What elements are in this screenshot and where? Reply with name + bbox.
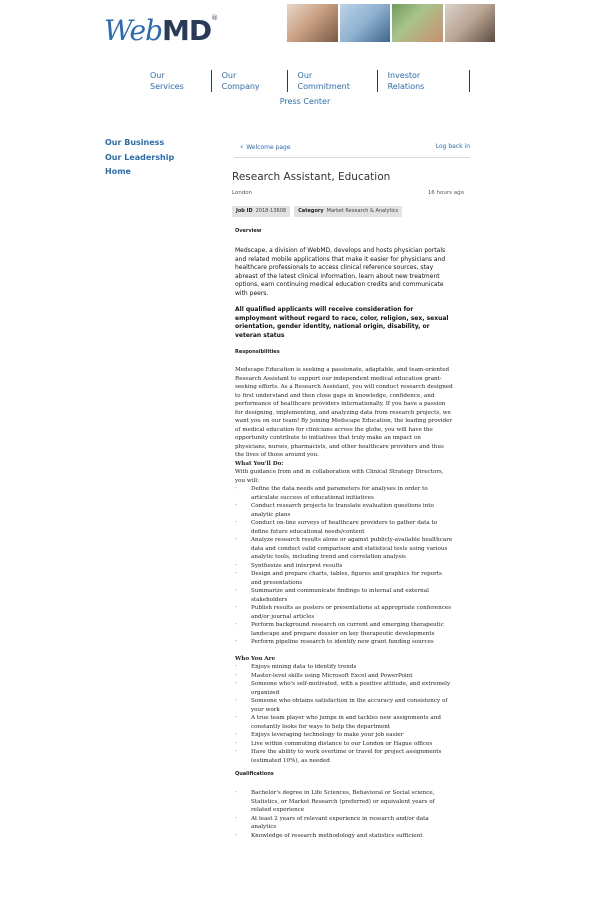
bullet-icon: · [235, 740, 237, 747]
bullet-icon: · [235, 520, 237, 526]
who-you-are-item [235, 748, 453, 765]
what-you-do-item [235, 536, 453, 562]
job-panel-toolbar [234, 140, 470, 158]
header-photo-strip [287, 4, 495, 42]
nav-our-company[interactable]: Our Company [212, 70, 288, 92]
category-value: Market Research & Analytics [326, 208, 399, 214]
sidenav-home[interactable]: Home [105, 167, 131, 176]
who-you-are-item-text: Enjoys mining data to identify trends [251, 664, 357, 670]
what-you-do-item [235, 570, 453, 587]
people-with-laptop-photo [445, 4, 496, 42]
who-you-are-item [235, 714, 453, 731]
what-you-do-list [235, 485, 453, 647]
bullet-icon: · [235, 503, 237, 509]
who-you-are-item-text: Someone who obtains satisfaction in the accuracy and consistency of your work [251, 698, 448, 713]
who-you-are-item [235, 731, 453, 740]
who-you-are-item [235, 663, 453, 672]
doctor-reviewing-xray-photo [340, 4, 391, 42]
what-you-do-item [235, 587, 453, 604]
who-you-are-item [235, 680, 453, 697]
who-you-are-item [235, 697, 453, 714]
job-id-value: 2018-13608 [255, 208, 287, 214]
what-you-do-item-text: Perform background research on current and emerging therapeutic landscape and prepare dossier on key therapeutic developments [251, 622, 444, 637]
who-you-are-list [235, 663, 453, 765]
qualification-item-text: At least 2 years of relevant experience in research and/or data analytics [251, 815, 429, 830]
what-you-do-item-text: Summarize and communicate findings to internal and external stakeholders [251, 588, 429, 603]
qualification-item [235, 789, 453, 815]
job-title: Research Assistant, Education [232, 171, 391, 183]
who-you-are-item-text: Have the ability to work overtime or travel for project assignments (estimated 10%), as needed [251, 749, 442, 764]
what-you-do-item [235, 604, 453, 621]
job-id-label: Job ID [236, 208, 253, 214]
doctor-with-patient-photo [287, 4, 338, 42]
nav-our-commitment[interactable]: Our Commitment [288, 70, 378, 92]
sidenav-our-leadership[interactable]: Our Leadership [105, 152, 175, 162]
qualifications-list [235, 789, 453, 840]
what-you-do-item [235, 502, 453, 519]
eeo-statement: All qualified applicants will receive consideration for employment without regard to race, color, religion, sex, sexual orientation, gender identity, national origin, disability, or veteran status [235, 306, 449, 339]
qualification-item-text: Knowledge of research methodology and statistics sufficient [251, 832, 423, 839]
logo-web-text: Web [104, 14, 162, 47]
job-id-badge [232, 206, 290, 217]
job-description [235, 228, 453, 840]
bullet-icon: · [235, 715, 237, 721]
chevron-left-icon: ‹ [240, 142, 244, 151]
bullet-icon: · [235, 732, 237, 738]
what-you-do-item-text: Define the data needs and parameters for analyses in order to articulate success of educational initiatives [251, 486, 428, 501]
what-you-do-item [235, 485, 453, 502]
side-navigation [105, 136, 174, 180]
what-you-do-item-text: Conduct research projects to translate evaluation questions into analytic plans [251, 503, 434, 518]
bullet-icon: · [235, 681, 237, 687]
who-you-are-item-text: A true team player who jumps in and tackles new assignments and constantly looks for ways to help the department [251, 715, 441, 730]
responsibilities-heading: Responsibilities [235, 349, 280, 355]
who-you-are-heading: Who You Are [235, 655, 276, 662]
sidenav-our-business[interactable]: Our Business [105, 138, 165, 147]
logo-registered-mark: ® [211, 14, 219, 22]
qualification-item-text: Bachelor's degree in Life Sciences, Behavioral or Social science, Statistics, or Market Research (preferred) or equivalent years of related experience [251, 790, 435, 813]
bullet-icon: · [235, 537, 237, 543]
what-you-do-item [235, 638, 453, 647]
bullet-icon: · [235, 562, 237, 569]
bullet-icon: · [235, 622, 237, 628]
webmd-logo[interactable] [104, 14, 220, 46]
nav-press-center[interactable]: Press Center [279, 97, 331, 106]
bullet-icon: · [235, 571, 237, 577]
overview-heading: Overview [235, 228, 262, 234]
what-you-do-heading: What You'll Do: [235, 460, 284, 467]
what-you-do-intro: With guidance from and in collaboration with Clinical Strategy Directors, you will: [235, 469, 444, 484]
top-navigation [140, 70, 470, 106]
what-you-do-item-text: Publish results as posters or presentations at appropriate conferences and/or journal articles [251, 605, 452, 620]
nav-our-services[interactable]: Our Services [140, 70, 212, 92]
qualifications-heading: Qualifications [235, 771, 274, 777]
responsibilities-intro: Medscape Education is seeking a passionate, adaptable, and team-oriented Research Assistant to support our independent medical education grant-seeking efforts. As a Research Assistant, you will conduct research designed to first understand and then close gaps in knowledge, confidence, and performance of healthcare providers internationally. If you have a passion for designing, implementing, and analyzing data from research projects, we want you on our team! By joining Medscape Education, the leading provider of medical education for clinicians across the globe, you will have the opportunity contribute to initiatives that truly make an impact on physicians, nurses, pharmacists, and other healthcare providers and thus the lives of those around you. [235, 367, 453, 458]
qualification-item [235, 832, 453, 841]
who-you-are-item-text: Someone who's self-motivated, with a positive attitude, and extremely organized [251, 681, 451, 696]
job-posted-time: 16 hours ago [427, 190, 464, 196]
bullet-icon: · [235, 605, 237, 611]
who-you-are-item [235, 740, 453, 749]
job-tags [232, 206, 402, 217]
bullet-icon: · [235, 588, 237, 594]
category-badge [294, 206, 402, 217]
who-you-are-item [235, 672, 453, 681]
nav-investor-relations[interactable]: Investor Relations [378, 70, 470, 92]
welcome-page-link[interactable] [240, 142, 291, 151]
what-you-do-item-text: Synthesize and interpret results [251, 562, 343, 569]
log-back-in-link[interactable]: Log back in [435, 143, 470, 150]
what-you-do-item [235, 621, 453, 638]
bullet-icon: · [235, 486, 237, 492]
who-you-are-item-text: Enjoys leveraging technology to make your job easier [251, 732, 404, 738]
what-you-do-item [235, 562, 453, 571]
job-location: London [232, 190, 253, 196]
what-you-do-item-text: Design and prepare charts, tables, figures and graphics for reports and presentations [251, 571, 442, 586]
what-you-do-item-text: Perform pipeline research to identify new grant funding sources [251, 639, 434, 645]
category-label: Category [298, 208, 324, 214]
bullet-icon: · [235, 639, 237, 645]
bullet-icon: · [235, 790, 237, 796]
bullet-icon: · [235, 664, 237, 670]
welcome-page-label: Welcome page [246, 144, 291, 151]
who-you-are-item-text: Live within commuting distance to our London or Hague offices [251, 740, 433, 747]
logo-md-text: MD [162, 14, 212, 47]
bullet-icon: · [235, 672, 237, 679]
what-you-do-item-text: Conduct on-line surveys of healthcare providers to gather data to define future educational needs/content [251, 520, 438, 535]
who-you-are-item-text: Master-level skills using Microsoft Excel and PowerPoint [251, 672, 413, 679]
overview-paragraph: Medscape, a division of WebMD, develops and hosts physician portals and related mobile applications that make it easier for physicians and healthcare professionals to access clinical reference sources, stay abreast of the latest clinical information, learn about new treatment options, earn continuing medical education credits and communicate with peers. [235, 247, 446, 297]
what-you-do-item [235, 519, 453, 536]
what-you-do-item-text: Analyze research results alone or against publicly-available healthcare data and conduct valid comparison and statistical tests using various analytic tools, including trend and correlation analysis [251, 537, 453, 560]
woman-outdoors-photo [392, 4, 443, 42]
bullet-icon: · [235, 698, 237, 704]
bullet-icon: · [235, 815, 237, 822]
bullet-icon: · [235, 832, 237, 839]
qualification-item [235, 815, 453, 832]
bullet-icon: · [235, 749, 237, 755]
